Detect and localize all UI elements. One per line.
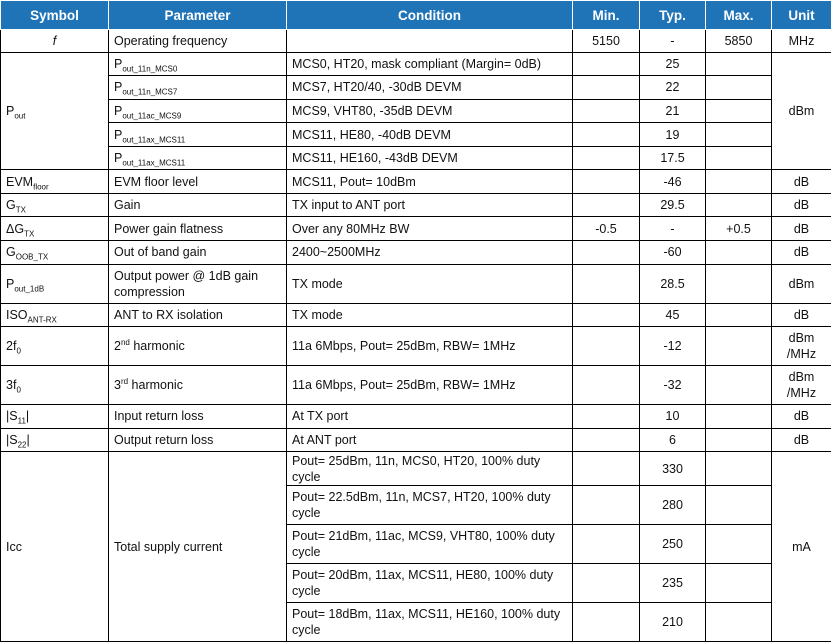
max-cell xyxy=(706,146,772,170)
typ-cell: 235 xyxy=(640,563,706,602)
condition-cell: TX mode xyxy=(287,303,573,327)
typ-cell: 17.5 xyxy=(640,146,706,170)
min-cell xyxy=(573,327,640,366)
max-cell xyxy=(706,123,772,147)
max-cell xyxy=(706,327,772,366)
unit-cell: dBm /MHz xyxy=(772,327,831,366)
condition-cell: 11a 6Mbps, Pout= 25dBm, RBW= 1MHz xyxy=(287,327,573,366)
max-cell xyxy=(706,99,772,123)
min-cell xyxy=(573,193,640,217)
table-row xyxy=(1,428,831,452)
symbol-cell: $3f_0$ xyxy=(1,366,109,405)
typ-cell: 280 xyxy=(640,485,706,524)
symbol-cell: $2f_0$ xyxy=(1,327,109,366)
typ-cell: 21 xyxy=(640,99,706,123)
typ-cell: 19 xyxy=(640,123,706,147)
min-cell xyxy=(573,123,640,147)
unit-cell: dBm xyxy=(772,52,831,170)
typ-cell: -12 xyxy=(640,327,706,366)
unit-cell: dB xyxy=(772,241,831,265)
typ-cell: 29.5 xyxy=(640,193,706,217)
condition-cell: 2400~2500MHz xyxy=(287,241,573,265)
max-cell xyxy=(706,602,772,641)
parameter-cell: 3rd harmonic xyxy=(109,366,287,405)
parameter-cell: Operating frequency xyxy=(109,30,287,53)
symbol-cell: $|S_{22}|$ xyxy=(1,428,109,452)
max-cell xyxy=(706,366,772,405)
parameter-cell: $P_{out\_11n\_MCS7}$ xyxy=(109,76,287,100)
parameter-cell: Output return loss xyxy=(109,428,287,452)
condition-cell: Over any 80MHz BW xyxy=(287,217,573,241)
symbol-cell: $\Delta G_{TX}$ xyxy=(1,217,109,241)
table-row xyxy=(1,217,831,241)
symbol-cell: $|S_{11}|$ xyxy=(1,405,109,429)
condition-cell: MCS11, HE160, -43dB DEVM xyxy=(287,146,573,170)
table-row xyxy=(1,452,831,486)
unit-cell: dB xyxy=(772,193,831,217)
min-cell xyxy=(573,99,640,123)
typ-cell: 6 xyxy=(640,428,706,452)
typ-cell: 45 xyxy=(640,303,706,327)
table-row xyxy=(1,99,831,123)
min-cell xyxy=(573,241,640,265)
unit-cell: dB xyxy=(772,303,831,327)
parameter-cell: Total supply current xyxy=(109,452,287,642)
symbol-cell: Icc xyxy=(1,452,109,642)
unit-cell: dBm /MHz xyxy=(772,366,831,405)
parameter-cell: Gain xyxy=(109,193,287,217)
table-row xyxy=(1,123,831,147)
table-row xyxy=(1,170,831,194)
condition-cell: MCS11, HE80, -40dB DEVM xyxy=(287,123,573,147)
parameter-cell: $P_{out\_11ax\_MCS11}$ xyxy=(109,146,287,170)
condition-cell: Pout= 20dBm, 11ax, MCS11, HE80, 100% duty cycle xyxy=(287,563,573,602)
table-row xyxy=(1,264,831,303)
header-row xyxy=(1,1,831,30)
header-condition: Condition xyxy=(287,1,573,30)
condition-cell: MCS0, HT20, mask compliant (Margin= 0dB) xyxy=(287,52,573,76)
condition-cell: Pout= 18dBm, 11ax, MCS11, HE160, 100% duty cycle xyxy=(287,602,573,641)
condition-cell: MCS11, Pout= 10dBm xyxy=(287,170,573,194)
typ-cell: 25 xyxy=(640,52,706,76)
typ-cell: 22 xyxy=(640,76,706,100)
condition-cell: TX mode xyxy=(287,264,573,303)
condition-cell: At TX port xyxy=(287,405,573,429)
unit-cell: dB xyxy=(772,428,831,452)
min-cell xyxy=(573,303,640,327)
header-min: Min. xyxy=(573,1,640,30)
max-cell xyxy=(706,452,772,486)
max-cell xyxy=(706,303,772,327)
table-row xyxy=(1,76,831,100)
max-cell: 5850 xyxy=(706,30,772,53)
condition-cell: At ANT port xyxy=(287,428,573,452)
parameter-cell: Output power @ 1dB gain compression xyxy=(109,264,287,303)
typ-cell: -60 xyxy=(640,241,706,265)
typ-cell: -32 xyxy=(640,366,706,405)
header-parameter: Parameter xyxy=(109,1,287,30)
min-cell: 5150 xyxy=(573,30,640,53)
max-cell xyxy=(706,52,772,76)
unit-cell: dBm xyxy=(772,264,831,303)
min-cell xyxy=(573,428,640,452)
parameter-cell: EVM floor level xyxy=(109,170,287,194)
table-row xyxy=(1,327,831,366)
table-row xyxy=(1,241,831,265)
condition-cell: Pout= 21dBm, 11ac, MCS9, VHT80, 100% duty cycle xyxy=(287,524,573,563)
header-symbol: Symbol xyxy=(1,1,109,30)
max-cell xyxy=(706,241,772,265)
condition-cell xyxy=(287,30,573,53)
table-row xyxy=(1,303,831,327)
unit-cell: dB xyxy=(772,405,831,429)
min-cell xyxy=(573,405,640,429)
max-cell xyxy=(706,405,772,429)
symbol-cell: $G_{OOB\_TX}$ xyxy=(1,241,109,265)
symbol-cell: $ISO_{ANT-RX}$ xyxy=(1,303,109,327)
condition-cell: Pout= 25dBm, 11n, MCS0, HT20, 100% duty cycle xyxy=(287,452,573,486)
typ-cell: - xyxy=(640,217,706,241)
table-row xyxy=(1,52,831,76)
min-cell xyxy=(573,76,640,100)
min-cell xyxy=(573,485,640,524)
max-cell xyxy=(706,524,772,563)
table-row xyxy=(1,193,831,217)
min-cell xyxy=(573,52,640,76)
table-row xyxy=(1,146,831,170)
min-cell xyxy=(573,452,640,486)
min-cell xyxy=(573,563,640,602)
min-cell xyxy=(573,366,640,405)
max-cell xyxy=(706,563,772,602)
unit-cell: dB xyxy=(772,170,831,194)
symbol-cell: $G_{TX}$ xyxy=(1,193,109,217)
typ-cell: 250 xyxy=(640,524,706,563)
condition-cell: MCS9, VHT80, -35dB DEVM xyxy=(287,99,573,123)
symbol-cell: $P_{out}$ xyxy=(1,52,109,170)
parameter-cell: Input return loss xyxy=(109,405,287,429)
symbol-cell: $P_{out\_1dB}$ xyxy=(1,264,109,303)
max-cell xyxy=(706,264,772,303)
table-row xyxy=(1,366,831,405)
parameter-cell: Out of band gain xyxy=(109,241,287,265)
header-max: Max. xyxy=(706,1,772,30)
max-cell xyxy=(706,76,772,100)
unit-cell: MHz xyxy=(772,30,831,53)
parameter-cell: 2nd harmonic xyxy=(109,327,287,366)
typ-cell: - xyxy=(640,30,706,53)
max-cell xyxy=(706,170,772,194)
min-cell xyxy=(573,264,640,303)
min-cell xyxy=(573,524,640,563)
header-unit: Unit xyxy=(772,1,831,30)
max-cell xyxy=(706,485,772,524)
typ-cell: 330 xyxy=(640,452,706,486)
parameter-cell: $P_{out\_11n\_MCS0}$ xyxy=(109,52,287,76)
condition-cell: TX input to ANT port xyxy=(287,193,573,217)
condition-cell: MCS7, HT20/40, -30dB DEVM xyxy=(287,76,573,100)
typ-cell: 28.5 xyxy=(640,264,706,303)
parameter-cell: $P_{out\_11ax\_MCS11}$ xyxy=(109,123,287,147)
symbol-cell: f xyxy=(1,30,109,53)
min-cell xyxy=(573,146,640,170)
condition-cell: 11a 6Mbps, Pout= 25dBm, RBW= 1MHz xyxy=(287,366,573,405)
max-cell xyxy=(706,193,772,217)
table-row xyxy=(1,405,831,429)
symbol-cell: $EVM_{floor}$ xyxy=(1,170,109,194)
parameter-cell: ANT to RX isolation xyxy=(109,303,287,327)
parameter-cell: $P_{out\_11ac\_MCS9}$ xyxy=(109,99,287,123)
condition-cell: Pout= 22.5dBm, 11n, MCS7, HT20, 100% duty cycle xyxy=(287,485,573,524)
min-cell xyxy=(573,602,640,641)
typ-cell: 210 xyxy=(640,602,706,641)
unit-cell: mA xyxy=(772,452,831,642)
min-cell: -0.5 xyxy=(573,217,640,241)
max-cell xyxy=(706,428,772,452)
parameter-cell: Power gain flatness xyxy=(109,217,287,241)
min-cell xyxy=(573,170,640,194)
typ-cell: 10 xyxy=(640,405,706,429)
table-row xyxy=(1,30,831,53)
typ-cell: -46 xyxy=(640,170,706,194)
max-cell: +0.5 xyxy=(706,217,772,241)
unit-cell: dB xyxy=(772,217,831,241)
header-typ: Typ. xyxy=(640,1,706,30)
